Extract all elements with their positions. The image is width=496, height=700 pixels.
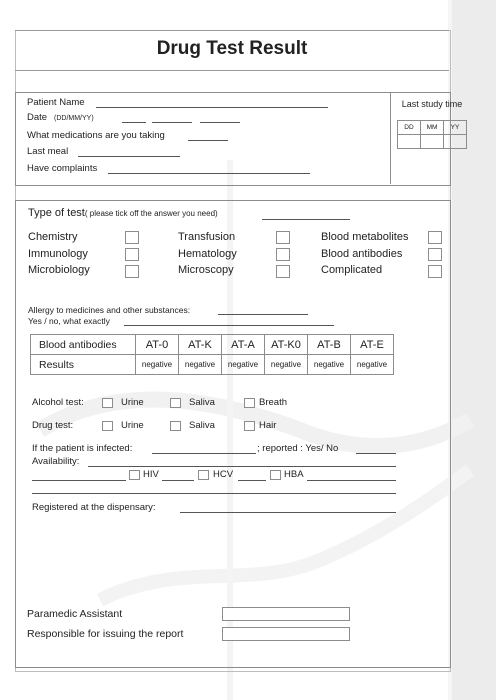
antibody-result-4: negative [308, 355, 351, 375]
type-of-test-field[interactable] [262, 219, 350, 220]
marker-hba: HBA [284, 469, 304, 480]
availability-line-2a[interactable] [32, 480, 126, 481]
allergy-label: Allergy to medicines and other substances: [28, 305, 191, 315]
antibody-result-1: negative [179, 355, 222, 375]
alcohol-option-breath: Breath [259, 397, 287, 408]
alcohol-option-saliva: Saliva [189, 397, 215, 408]
checkbox-drug-urine[interactable] [102, 421, 113, 431]
date-format-hint: (DD/MM/YY) [54, 115, 94, 122]
test-transfusion: Transfusion [178, 231, 236, 243]
test-microscopy: Microscopy [178, 264, 234, 276]
page-title: Drug Test Result [156, 38, 308, 59]
complaints-label: Have complaints [27, 163, 98, 174]
last-study-time-title: Last study time [401, 99, 463, 109]
complaints-field[interactable] [108, 173, 310, 174]
availability-label: Availability: [32, 456, 80, 467]
results-row-label: Results [31, 355, 136, 375]
study-dd-cell[interactable] [398, 135, 421, 149]
checkbox-hcv[interactable] [198, 470, 209, 480]
test-blood-metabolites: Blood metabolites [321, 231, 409, 243]
drug-option-saliva: Saliva [189, 420, 215, 431]
hba-field[interactable] [307, 480, 396, 481]
patient-name-field[interactable] [96, 107, 328, 108]
study-mm-cell[interactable] [421, 135, 444, 149]
test-blood-antibodies: Blood antibodies [321, 248, 403, 260]
antibody-col-4: AT-B [308, 335, 351, 355]
antibody-col-2: AT-A [222, 335, 265, 355]
last-study-time-table [397, 120, 467, 149]
infected-field[interactable] [152, 453, 256, 454]
antibodies-row-label: Blood antibodies [31, 335, 136, 355]
type-of-test-heading [28, 207, 218, 219]
responsible-field[interactable] [222, 627, 350, 641]
test-complicated: Complicated [321, 264, 383, 276]
responsible-label: Responsible for issuing the report [27, 628, 184, 640]
reported-label: ; reported : Yes/ No [257, 443, 339, 454]
last-meal-field[interactable] [78, 156, 180, 157]
hcv-field[interactable] [238, 480, 266, 481]
study-yy-cell[interactable] [444, 135, 467, 149]
antibodies-table [30, 334, 394, 375]
drug-option-hair: Hair [259, 420, 277, 431]
drug-option-urine: Urine [121, 420, 144, 431]
availability-field[interactable] [88, 466, 396, 467]
checkbox-microscopy[interactable] [276, 265, 290, 278]
allergy-details-field[interactable] [124, 325, 334, 326]
checkbox-blood-metabolites[interactable] [428, 231, 442, 244]
checkbox-hiv[interactable] [129, 470, 140, 480]
drug-test-label: Drug test: [32, 420, 74, 431]
date-label: Date [27, 112, 48, 123]
checkbox-microbiology[interactable] [125, 265, 139, 278]
paramedic-assistant-label: Paramedic Assistant [27, 608, 123, 620]
medications-label: What medications are you taking [27, 130, 165, 141]
checkbox-complicated[interactable] [428, 265, 442, 278]
study-yy-header: YY [444, 121, 467, 135]
antibody-result-3: negative [265, 355, 308, 375]
allergy-field[interactable] [218, 314, 308, 315]
test-immunology: Immunology [28, 248, 88, 260]
study-dd-header: DD [398, 121, 421, 135]
checkbox-transfusion[interactable] [276, 231, 290, 244]
checkbox-alcohol-breath[interactable] [244, 398, 255, 408]
title-rule-bottom [15, 70, 449, 71]
antibody-result-5: negative [351, 355, 394, 375]
allergy-yes-no-label: Yes / no, what exactly [28, 316, 110, 326]
antibody-col-3: AT-K0 [265, 335, 308, 355]
reported-field[interactable] [356, 453, 396, 454]
patient-info-divider [390, 92, 391, 184]
alcohol-test-label: Alcohol test: [32, 397, 84, 408]
date-month-field[interactable] [152, 122, 192, 123]
checkbox-hba[interactable] [270, 470, 281, 480]
medications-field[interactable] [188, 140, 228, 141]
availability-line-3[interactable] [32, 493, 396, 494]
alcohol-option-urine: Urine [121, 397, 144, 408]
title-rule-top [15, 30, 449, 31]
checkbox-alcohol-urine[interactable] [102, 398, 113, 408]
type-of-test-label: Type of test [28, 207, 85, 219]
dispensary-field[interactable] [180, 512, 396, 513]
date-day-field[interactable] [122, 122, 146, 123]
patient-name-label: Patient Name [27, 97, 85, 108]
type-of-test-hint: ( please tick off the answer you need) [84, 209, 218, 218]
checkbox-drug-hair[interactable] [244, 421, 255, 431]
date-year-field[interactable] [200, 122, 240, 123]
antibody-col-0: AT-0 [136, 335, 179, 355]
checkbox-chemistry[interactable] [125, 231, 139, 244]
study-mm-header: MM [421, 121, 444, 135]
test-chemistry: Chemistry [28, 231, 78, 243]
antibody-result-0: negative [136, 355, 179, 375]
dispensary-label: Registered at the dispensary: [32, 502, 156, 513]
hiv-field[interactable] [162, 480, 194, 481]
checkbox-immunology[interactable] [125, 248, 139, 261]
antibody-col-1: AT-K [179, 335, 222, 355]
marker-hiv: HIV [143, 469, 159, 480]
checkbox-drug-saliva[interactable] [170, 421, 181, 431]
paramedic-assistant-field[interactable] [222, 607, 350, 621]
infected-label: If the patient is infected: [32, 443, 133, 454]
marker-hcv: HCV [213, 469, 234, 480]
checkbox-hematology[interactable] [276, 248, 290, 261]
test-microbiology: Microbiology [28, 264, 90, 276]
antibody-result-2: negative [222, 355, 265, 375]
checkbox-blood-antibodies[interactable] [428, 248, 442, 261]
last-meal-label: Last meal [27, 146, 69, 157]
antibody-col-5: AT-E [351, 335, 394, 355]
test-hematology: Hematology [178, 248, 237, 260]
checkbox-alcohol-saliva[interactable] [170, 398, 181, 408]
